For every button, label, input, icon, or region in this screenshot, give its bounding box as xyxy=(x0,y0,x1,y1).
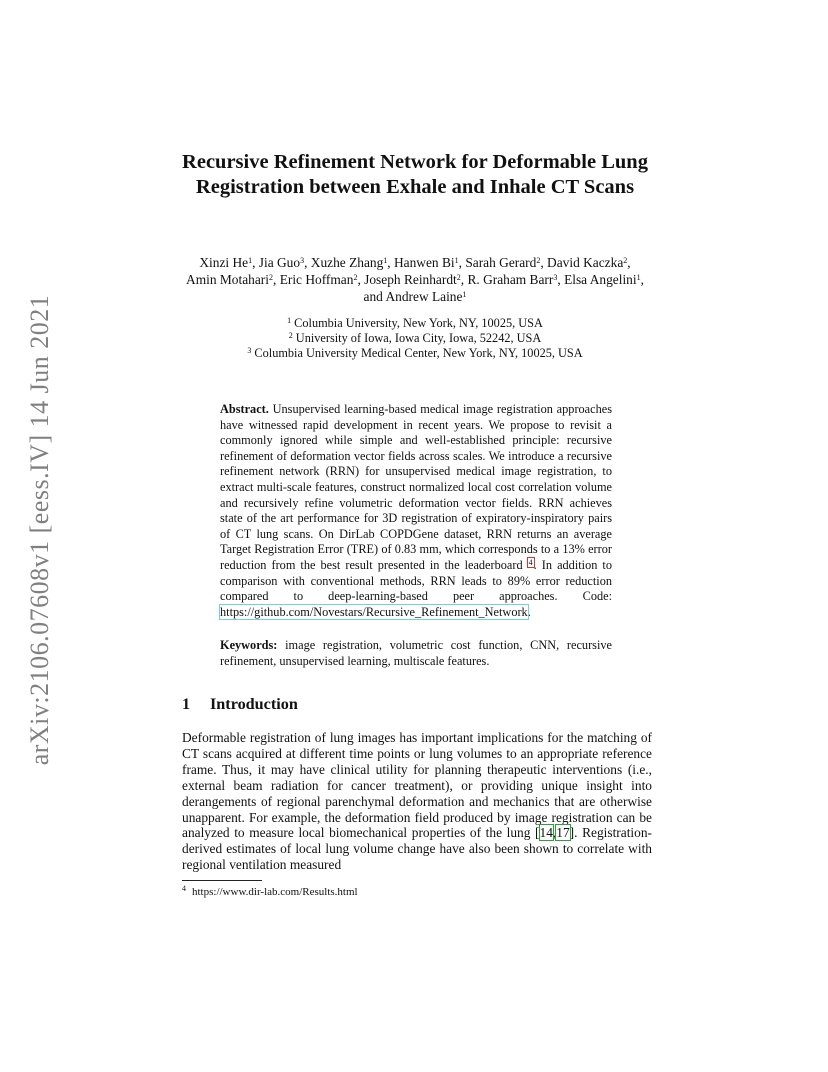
affiliation xyxy=(185,331,645,346)
affiliation xyxy=(185,346,645,361)
affiliation-number: 1 xyxy=(287,316,292,325)
author-name: Eric Hoffman xyxy=(279,272,354,287)
keywords-text: image registration, volumetric cost function, CNN, recursive refinement, unsupervised learning, multiscale features. xyxy=(220,638,612,668)
affiliation-number: 3 xyxy=(247,346,252,355)
author-affiliation-mark: 1 xyxy=(636,273,641,282)
author-list: Xinzi He$^1$, Jia Guo$^3$, Xuzhe Zhang$^1$, Hanwen Bi$^1$, Sarah Gerard$^2$, David Kaczka$^2$, Amin Motahari$^2$, Eric Hoffman$^2$, Joseph Reinhardt$^2$, R. Graham Barr$^3$, Elsa Angelini$^1$, and Andrew Laine$^1$ xyxy=(186,255,644,304)
affiliation-text: Columbia University Medical Center, New York, NY, 10025, USA xyxy=(251,346,583,360)
affiliation-number: 2 xyxy=(288,331,293,340)
affiliation-text: Columbia University, New York, NY, 10025, USA xyxy=(291,316,543,330)
author-affiliation-mark: 2 xyxy=(456,273,461,282)
intro-text: Deformable registration of lung images has important implications for the matching of CT scans acquired at different time points or lung volumes to an appropriate reference frame. Thus, it may have clinical utility for planning therapeutic interventions (i.e., external beam radiation for cancer treatment), or providing unique insight into derangements of regional parenchymal deformation and mechanics that are otherwise unapparent. For example, the deformation field produced by image registration can be analyzed to measure local biomechanical properties of the lung [ xyxy=(182,730,652,841)
author-name: Joseph Reinhardt xyxy=(364,272,457,287)
author-affiliation-mark: 3 xyxy=(300,256,305,265)
code-url-link[interactable]: https://github.com/Novestars/Recursive_Refinement_Network xyxy=(220,604,528,619)
introduction-paragraph xyxy=(182,730,652,873)
author-affiliation-mark: 2 xyxy=(536,256,541,265)
author-affiliation-mark: 1 xyxy=(454,256,459,265)
abstract-end: . xyxy=(527,604,531,619)
affiliation-list xyxy=(185,316,645,361)
footnote-rule xyxy=(182,880,262,881)
author-affiliation-mark: 3 xyxy=(553,273,558,282)
author-name: R. Graham Barr xyxy=(467,272,554,287)
author-affiliation-mark: 2 xyxy=(268,273,273,282)
footnote-url[interactable]: https://www.dir-lab.com/Results.html xyxy=(192,886,358,898)
keywords-label: Keywords: xyxy=(220,638,278,652)
author-name: Elsa Angelini xyxy=(564,272,637,287)
abstract-label: Abstract. xyxy=(220,402,269,416)
author-name: Xuzhe Zhang xyxy=(310,255,384,270)
footnote xyxy=(182,885,358,899)
author-name: Jia Guo xyxy=(258,255,301,270)
citation-link-17[interactable]: 17 xyxy=(556,825,570,841)
author-name: Amin Motahari xyxy=(186,272,269,287)
abstract-text-continued: . In addition to comparison with conventional methods, RRN leads to 89% error reduction compared to deep-learning-based peer approaches. Code: xyxy=(220,557,612,604)
affiliation-text: University of Iowa, Iowa City, Iowa, 52242, USA xyxy=(292,331,542,345)
arxiv-identifier: arXiv:2106.07608v1 [eess.IV] 14 Jun 2021 xyxy=(25,294,54,766)
abstract xyxy=(220,402,612,620)
author-affiliation-mark: 1 xyxy=(462,290,467,299)
author-name: Andrew Laine xyxy=(385,289,463,304)
citation-link-14[interactable]: 14 xyxy=(539,825,553,841)
footnote-link[interactable]: 4 xyxy=(528,557,533,567)
affiliation xyxy=(185,316,645,331)
author-affiliation-mark: 2 xyxy=(353,273,358,282)
footnote-number: 4 xyxy=(182,884,186,893)
paper-title: Recursive Refinement Network for Deformable Lung Registration between Exhale and Inhale CT Scans xyxy=(182,151,648,198)
author-name: Sarah Gerard xyxy=(465,255,537,270)
section-number: 1 xyxy=(182,695,191,713)
author-affiliation-mark: 1 xyxy=(248,256,253,265)
keywords xyxy=(220,638,612,669)
author-affiliation-mark: 2 xyxy=(623,256,628,265)
author-affiliation-mark: 1 xyxy=(383,256,388,265)
section-heading xyxy=(182,695,298,714)
intro-text-continued: ]. Registration-derived estimates of local lung volume change have also been shown to correlate with regional ventilation measured xyxy=(182,825,653,873)
author-name: David Kaczka xyxy=(547,255,624,270)
author-name: Hanwen Bi xyxy=(394,255,455,270)
citation-separator: , xyxy=(552,825,557,841)
section-title: Introduction xyxy=(210,695,298,713)
author-name: Xinzi He xyxy=(199,255,249,270)
abstract-text: Unsupervised learning-based medical image registration approaches have witnessed rapid development in recent years. We propose to revisit a commonly ignored while simple and well-established principle: recursive refinement of deformation vector fields across scales. We introduce a recursive refinement network (RRN) for unsupervised medical image registration, to extract multi-scale features, construct normalized local cost correlation volume and recursively refine volumetric deformation vector fields. RRN achieves state of the art performance for 3D registration of expiratory-inspiratory pairs of CT lung scans. On DirLab COPDGene dataset, RRN returns an average Target Registration Error (TRE) of 0.83 mm, which corresponds to a 13% error reduction from the best result presented in the leaderboard xyxy=(220,402,612,572)
